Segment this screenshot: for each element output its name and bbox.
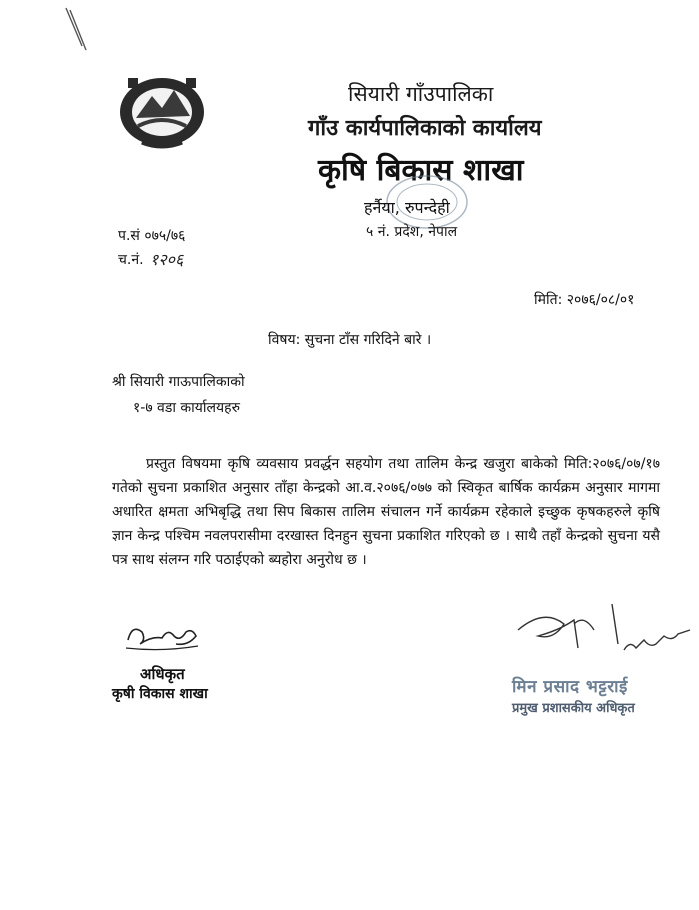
- left-signatory-department: कृषी विकास शाखा: [112, 686, 208, 702]
- left-signatory-title: अधिकृत: [140, 665, 185, 683]
- dispatch-number-label: च.नं.: [118, 252, 144, 268]
- right-signatory-title: प्रमुख प्रशासकीय अधिकृत: [512, 701, 635, 716]
- letter-date: मिति: २०७६/०८/०१: [534, 292, 635, 308]
- office-name: गाँउ कार्यपालिकाको कार्यालय: [308, 116, 542, 141]
- right-signatory-name: मिन प्रसाद भट्टराई: [512, 677, 628, 697]
- office-address: हर्नैया, रुपन्देही: [364, 198, 450, 217]
- province: ५ नं. प्रदेश, नेपाल: [366, 224, 458, 240]
- handwritten-signature-left: [122, 618, 202, 654]
- nepal-emblem-icon: [116, 70, 208, 150]
- letter-body: प्रस्तुत विषयमा कृषि व्यवसाय प्रवर्द्धन सहयोग तथा तालिम केन्द्र खजुरा बाकेको मिति:२०७६/०७/१७ गतेको सुचना प्रकाशित अनुसार ताँहा केन्द्रको आ.व.२०७६/०७७ को स्विकृत बार्षिक कार्यक्रम अनुसार मागमा अधारित क्षमता अभिबृद्धि तथा सिप बिकास तालिम संचालन गर्ने कार्यक्रम रहेकाले इच्छुक कृषकहरुले कृषि ज्ञान केन्द्र पश्चिम नवलपरासीमा दरखास्त दिनहुन सुचना प्रकाशित गरिएको छ । साथै तहाँ केन्द्रको सुचना यसै पत्र साथ संलग्न गरि पठाईएको ब्यहोरा अनुरोध छ ।: [112, 456, 660, 568]
- recipient-line-1: श्री सियारी गाऊपालिकाको: [112, 374, 245, 390]
- letter-subject: विषय: सुचना टाँस गरिदिने बारे ।: [268, 332, 432, 348]
- letter-number: प.सं ०७५/७६: [118, 228, 186, 244]
- recipient-line-2: १-७ वडा कार्यालयहरु: [133, 400, 240, 416]
- corner-mark-icon: [62, 6, 90, 56]
- branch-name: कृषि बिकास शाखा: [318, 153, 524, 188]
- handwritten-signature-right: [514, 600, 694, 674]
- dispatch-number-value: १२०६: [150, 250, 184, 269]
- municipality-name: सियारी गाँउपालिका: [348, 82, 494, 106]
